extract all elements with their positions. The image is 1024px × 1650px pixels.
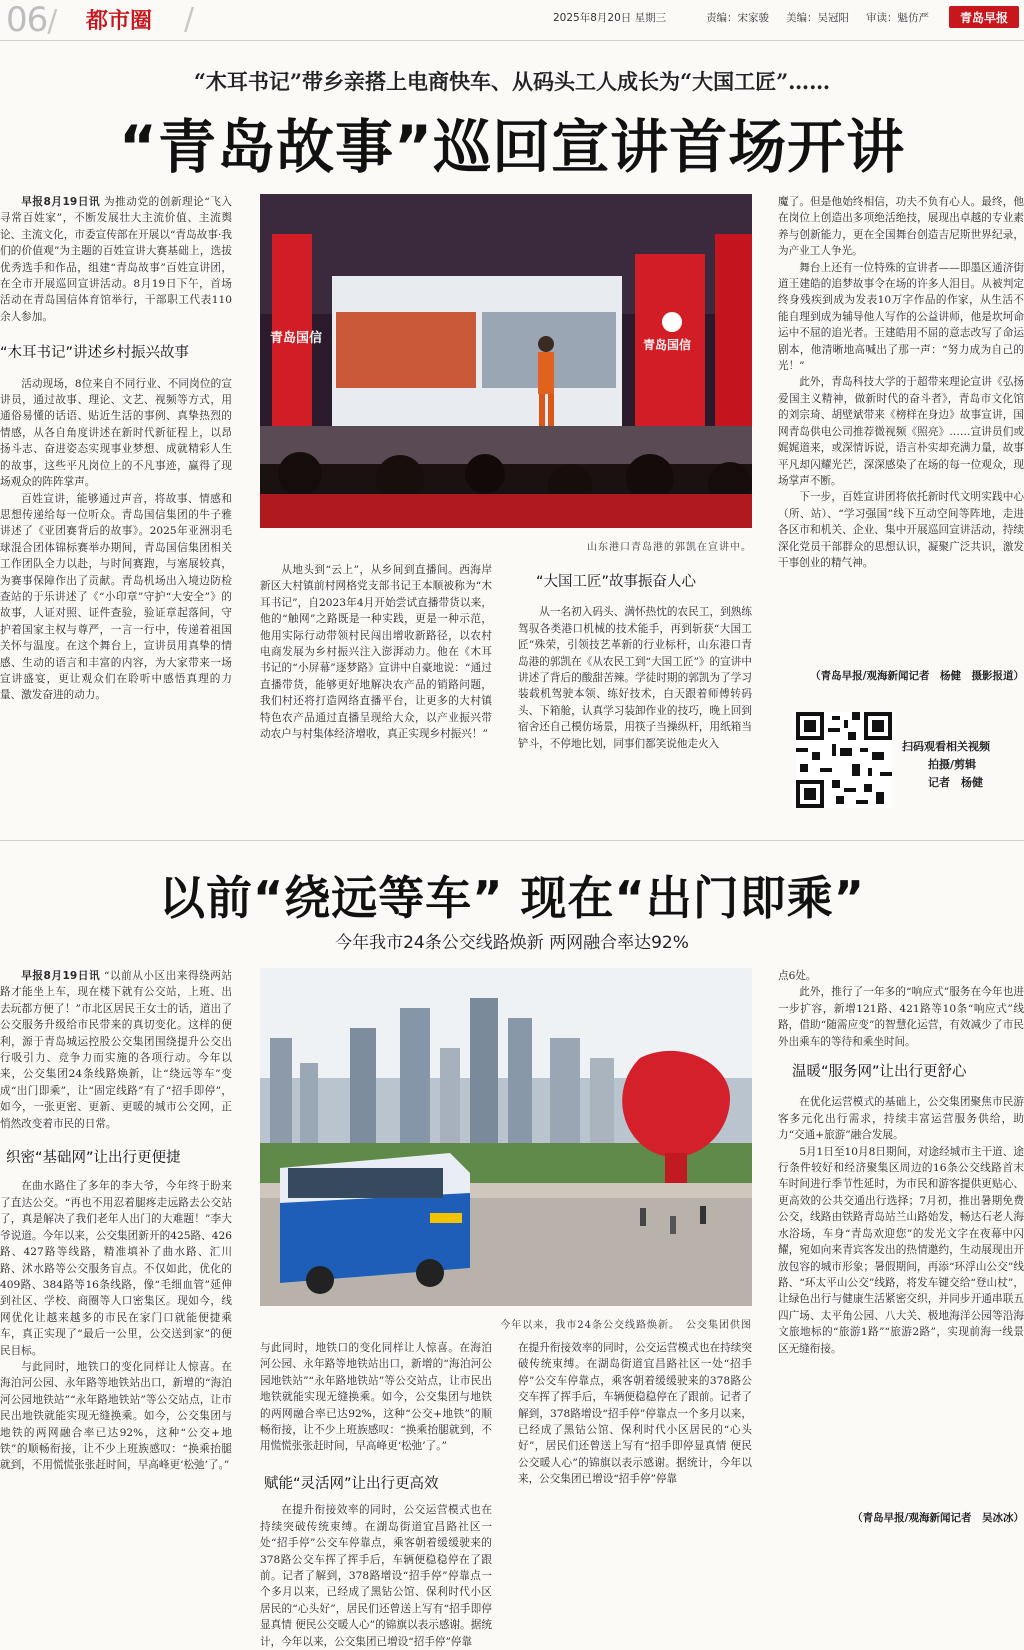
story1-kicker: “木耳书记”带乡亲搭上电商快车、从码头工人成长为“大国工匠”……	[193, 69, 831, 94]
story2-paragraph: 在提升衔接效率的同时，公交运营模式也在持续突破传统束缚。在湖岛街道宜昌路社区一处“招手停”公交车停靠点，乘客朝着缓缓驶来的378路公交车挥了挥手后，车辆便稳稳停在了跟前。记者了解到，378路增设“招手停”停靠点一个多月以来，已经成了黑钻公馆、保利时代小区居民的“心头好”，居民们还曾送上写有“招手即停显真情 便民公交暖人心”的锦旗以表示感谢。据统计，今年以来，公交集团已增设“招手停”停靠	[518, 1342, 752, 1486]
story1-subheading: “木耳书记”讲述乡村振兴故事	[0, 345, 190, 362]
qr-code[interactable]	[796, 712, 892, 808]
story1-credit: （青岛早报/观海新闻记者 杨健 摄影报道）	[810, 670, 1024, 682]
story1-column-4	[778, 194, 1024, 668]
separator-slash: /	[47, 4, 57, 39]
page-number: 06/	[6, 0, 57, 40]
banner-left-text: 青岛国信	[270, 331, 323, 346]
story1-lead-label: 早报8月19日讯	[21, 196, 101, 208]
header-rule	[0, 40, 1024, 41]
story2-paragraph: 在曲水路住了多年的李大爷，今年终于盼来了直达公交。“再也不用忍着腿疼走远路去公交站了，真是解决了我们老年人出门的大难题！”李大爷说道。今年以来，公交集团新开的425路、426路、427路等线路，精准填补了曲水路、汇川路、沭水路等公交服务盲点。不仅如此，优化的409路、384路等16条线路，像“毛细血管”延伸到社区、学校、商圈等人口密集区。现如今，线网优化让越来越多的市民在家门口就能便捷乘车，真正实现了“最后一公里，公交送到家”的便民目标。	[0, 1180, 232, 1357]
story1-paragraph: 从地头到“云上”，从乡间到直播间。西海岸新区大村镇前村网格党支部书记王本顺被称为“木耳书记”，自2023年4月开始尝试直播带货以来，他的“触网”之路既是一种实践，更是一种示范，他用实际行动带领村民闯出增收新路径，以农村电商发展为乡村振兴注入澎湃动力。他在《木耳书记的“小屏幕”逐梦路》宣讲中自豪地说：“通过直播带货，能够更好地解决农产品的销路问题，我们村还将打造网络直播平台，让更多的大村镇特色农产品通过直播呈现给大众，以产业振兴带动农户与村集体经济增收，真正实现乡村振兴！”	[260, 564, 492, 741]
stage-lecture-image	[260, 194, 752, 528]
qr-caption-line: 扫码观看相关视频	[902, 740, 990, 753]
story2-column-3	[518, 1340, 752, 1528]
story1-paragraph: 百姓宣讲，能够通过声音，将故事、情感和思想传递给每一位听众。青岛国信集团的牛子雅讲述了《亚团赛背后的故事》。2025年亚洲羽毛球混合团体锦标赛举办期间，青岛国信集团相关工作团队全力以赴，与时间赛跑，与塞展较真，为赛事保障作出了贡献。青岛机场出入境边防检查站的于乐讲述了《“小印章”守护“大安全”》的故事，人证对照、证件查验，验证章起落间，守护着国家主权与尊严，一言一行中，传递着祖国关怀与温度。在这个舞台上，宣讲员用真挚的情感、生动的语言和丰富的内容，为大家带来一场宣讲盛宴，更让观众们在聆听中感悟真理的力量、激发奋进的动力。	[0, 492, 232, 702]
story1-paragraph: 从一名初入码头、满怀热忱的农民工，到熟练驾驭各类港口机械的技术能手，再到斩获“大国工匠”殊荣，引领技艺革新的行业标杆，山东港口青岛港的郭凯在《从农民工到“大国工匠”》的宣讲中讲述了背后的酸甜苦辣。学徒时期的郭凯为了学习装载机驾驶本领、练好技术，白天跟着师傅转码头、下箱舱，认真学习装卸作业的技巧，晚上回到宿舍还自己模仿场景，用筷子当操纵杆，用纸箱当铲斗，不停地比划，同事们都笑说他走火入	[518, 606, 752, 750]
story2-photo-caption: 今年以来，我市24条公交线路焕新。 公交集团供图	[500, 1320, 752, 1331]
story1-paragraph: 为推动党的创新理论“飞入寻常百姓家”，不断发展壮大主流价值、主流舆论、主流文化，市委宣传部在开展以“青岛故事·我们的价值观”为主题的百姓宣讲大赛基础上，选拔优秀选手和作品，组建“青岛故事”百姓宣讲团，在全市开展巡回宣讲活动。8月19日下午，首场活动在青岛国信体育馆举行，干部职工代表110余人参加。	[0, 196, 232, 323]
story2-subheading: 织密“基础网”让出行更便捷	[6, 1150, 181, 1167]
story1-paragraph: 活动现场，8位来自不同行业、不同岗位的宣讲员，通过故事、理论、文艺、视频等方式，用通俗易懂的话语、贴近生活的事例、真挚热烈的情感，从各自角度讲述在新时代新征程上，以昂扬斗志、奋进姿态实现事业梦想、成就精彩人生的故事，这些平凡岗位上的不凡事迹，赢得了现场观众的阵阵掌声。	[0, 377, 232, 489]
story1-photo-caption: 山东港口青岛港的郭凯在宣讲中。	[587, 542, 752, 553]
story1-column-1	[0, 194, 232, 812]
city-bus-image	[260, 968, 752, 1306]
story2-subheading: 赋能“灵活网”让出行更高效	[264, 1476, 439, 1492]
story2-paragraph: 5月1日至10月8日期间，对途经城市主干道、途行条件较好和经济聚集区周边的16条公交线路首末车时间进行季节性延时，为市民和游客提供更贴心、更高效的公共交通出行选择；7月初，推出暑期免费公交，线路由铁路青岛站兰山路始发，畅达石老人海水浴场，车身“青岛欢迎您”的发光文字在夜幕中闪耀，宛如向来青宾客发出的热情邀约，生动展现出开放包容的城市形象；暑假期间，再添“环浮山公交”线路、“环太平山公交”线路，将发车键交给“登山杖”，让绿色出行与健康生活紧密交织，并同步开通串联五四广场、太平角公园、八大关、极地海洋公园等沿海文旅地标的“旅游1路”“旅游2路”，实现前海一线景区无缝衔接。	[778, 1145, 1024, 1355]
proofreader-credit: 审读：魁仿严	[866, 12, 929, 24]
story2-paragraph: 与此同时，地铁口的变化同样让人惊喜。在海泊河公园、永年路等地铁站出口，新增的“海泊河公园地铁站”“永年路地铁站”等公交站点，让市民出地铁就能实现无缝换乘。如今，公交集团与地铁的两网融合率已达92%，这种“公交+地铁”的顺畅衔接，让不少上班族感叹：“换乘抬腿就到，不用慌慌张张赶时间，早高峰更‘松弛’了。”	[0, 1360, 232, 1472]
story2-column-1	[0, 968, 232, 1528]
story2-subheading: 温暖“服务网”让出行更舒心	[792, 1064, 967, 1081]
story2-paragraph: 此外，推行了一年多的“响应式”服务在今年也进一步扩容，新增121路、421路等10条“响应式”线路，借助“随需应变”的智慧化运营，有效减少了市民外出乘车的等待和乘坐时间。	[778, 986, 1024, 1048]
story2-column-2	[260, 1340, 492, 1648]
story1-paragraph: 下一步，百姓宣讲团将依托新时代文明实践中心（所、站）、“学习强国”线下互动空间等阵地，走进各区市和机关、企业、集中开展巡回宣讲活动，持续深化党员干部群众的思想认识，凝聚广泛共识，激发干事创业的精气神。	[778, 491, 1024, 569]
story1-headline: “青岛故事”巡回宣讲首场开讲	[118, 113, 906, 181]
story1-paragraph: 魔了。但是他始终相信，功夫不负有心人。最终，他在岗位上创造出多项绝活绝技，展现出卓越的专业素养与创新能力，更在全国舞台创造吉尼斯世界纪录，为产业工人争光。	[778, 196, 1024, 258]
story2-photo	[260, 968, 752, 1306]
story2-paragraph: 点6处。	[778, 970, 817, 982]
section-name: 都市圈	[86, 9, 153, 34]
story1-subheading: “大国工匠”故事振奋人心	[536, 574, 697, 590]
banner-right-text: 青岛国信	[643, 338, 692, 352]
qr-code-icon	[796, 712, 892, 808]
story2-headline: 以前“绕远等车” 现在“出门即乘”	[159, 871, 865, 925]
qr-caption	[902, 738, 1024, 792]
separator-slash: /	[184, 2, 195, 37]
newspaper-logo: 青岛早报	[949, 6, 1019, 28]
story2-lead-label: 早报8月19日讯	[21, 970, 101, 982]
story1-column-3	[518, 574, 752, 812]
qr-caption-line: 拍摄/剪辑	[928, 758, 977, 771]
issue-date: 2025年8月20日 星期三	[553, 12, 667, 24]
story-divider	[0, 840, 1024, 841]
story1-paragraph: 此外，青岛科技大学的于超带来理论宣讲《弘扬爱国主义精神，做新时代的奋斗者》，青岛市文化馆的刘宗琦、胡壁斌带来《榜样在身边》故事宣讲，国网青岛供电公司推荐微视频《照亮》……宣讲员们或娓娓道来，或深情诉说，语言朴实却充满力量，故事平凡却闪耀光芒，深深感染了在场的每一位观众，现场掌声不断。	[778, 376, 1024, 487]
designer-credit: 美编：吴冠阳	[786, 12, 849, 24]
story2-column-4	[778, 968, 1024, 1508]
editor-credit: 责编：宋家骏	[706, 12, 769, 24]
story2-credit: （青岛早报/观海新闻记者 吴冰冰）	[852, 1512, 1024, 1524]
story2-paragraph: “以前从小区出来得绕两站路才能坐上车，现在楼下就有公交站，上班、出去玩都方便了！”市北区居民王女士的话，道出了公交服务升级给市民带来的真切变化。这样的便利，源于青岛城运控股公交集团围绕提升公交出行吸引力、竞争力而实施的各项行动。今年以来，公交集团24条线路焕新，让“绕远等车”变成“出门即乘”，让“固定线路”有了“招手即停”，如今，一张更密、更新、更暖的城市公交网，正悄然改变着市民的日常。	[0, 970, 232, 1130]
story1-column-2	[260, 562, 492, 812]
qr-caption-line: 记者 杨健	[928, 776, 983, 789]
story2-paragraph: 在提升衔接效率的同时，公交运营模式也在持续突破传统束缚。在湖岛街道宜昌路社区一处“招手停”公交车停靠点，乘客朝着缓缓驶来的378路公交车挥了挥手后，车辆便稳稳停在了跟前。记者了解到，378路增设“招手停”停靠点一个多月以来，已经成了黑钻公馆、保利时代小区居民的“心头好”，居民们还曾送上写有“招手即停显真情 便民公交暖人心”的锦旗以表示感谢。据统计，今年以来，公交集团已增设“招手停”停靠	[260, 1504, 492, 1648]
story2-subhead: 今年我市24条公交线路焕新 两网融合率达92%	[335, 933, 689, 953]
story2-paragraph-continued: 与此同时，地铁口的变化同样让人惊喜。在海泊河公园、永年路等地铁站出口，新增的“海泊河公园地铁站”“永年路地铁站”等公交站点，让市民出地铁就能实现无缝换乘。如今，公交集团与地铁的两网融合率已达92%，这种“公交+地铁”的顺畅衔接，让不少上班族感叹：“换乘抬腿就到，不用慌慌张张赶时间，早高峰更‘松弛’了。”	[260, 1342, 492, 1453]
story1-photo	[260, 194, 752, 528]
story1-paragraph: 舞台上还有一位特殊的宣讲者——即墨区通济街道王建皓的追梦故事令在场的许多人泪目。从被判定终身残疾到成为发表10万字作品的作家，从生活不能自理到成为辅导他人写作的公益讲师，他是坎坷命运中不屈的追光者。王建皓用不屈的意志改写了命运剧本，他清晰地高喊出了那一声：“努力成为自己的光！”	[778, 261, 1024, 373]
story2-paragraph: 在优化运营模式的基础上，公交集团聚焦市民游客多元化出行需求，持续丰富运营服务供给，助力“交通+旅游”融合发展。	[778, 1096, 1024, 1142]
